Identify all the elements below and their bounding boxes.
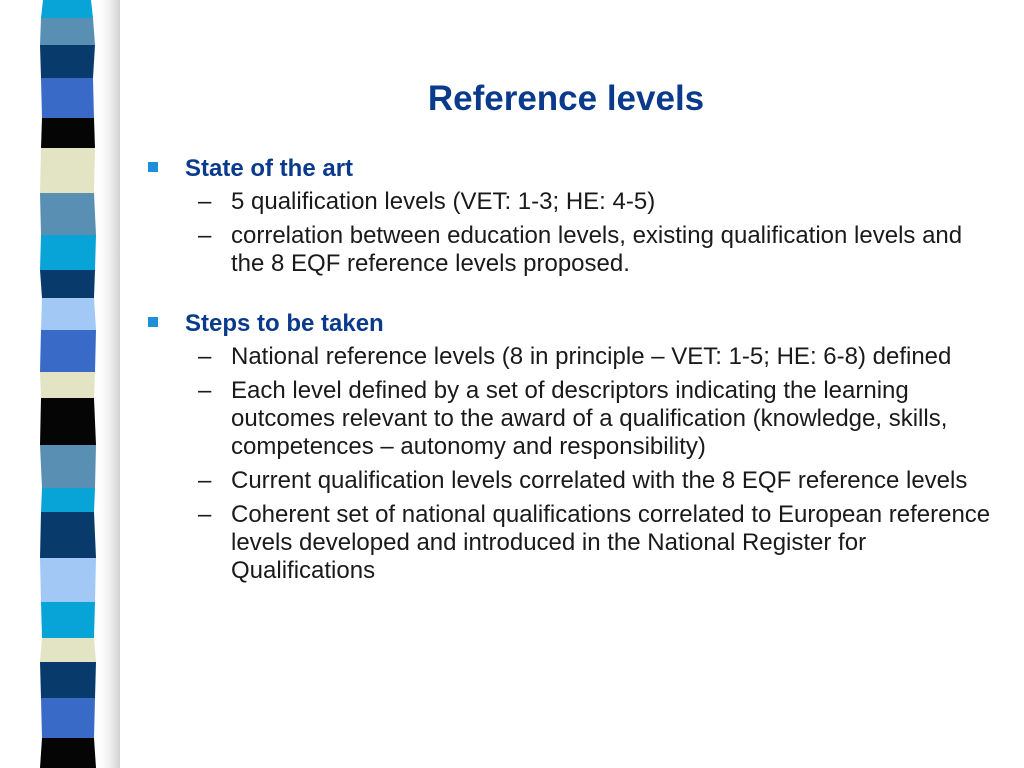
dash-marker: – bbox=[198, 343, 212, 370]
sub-item bbox=[148, 188, 998, 216]
sub-item-text: Current qualification levels correlated with the 8 EQF reference levels bbox=[231, 467, 968, 494]
dash-marker: – bbox=[198, 501, 212, 528]
sub-list bbox=[148, 343, 998, 585]
bullet-heading bbox=[148, 153, 998, 185]
dash-marker: – bbox=[198, 377, 212, 404]
sub-list bbox=[148, 188, 998, 278]
sub-item bbox=[148, 222, 998, 278]
sub-item bbox=[148, 343, 998, 371]
section-state-of-the-art bbox=[148, 153, 998, 278]
section-steps-to-be-taken bbox=[148, 308, 998, 585]
sub-item bbox=[148, 377, 998, 461]
dash-marker: – bbox=[198, 222, 212, 249]
dash-marker: – bbox=[198, 188, 212, 215]
sub-item-text: National reference levels (8 in principle – VET: 1-5; HE: 6-8) defined bbox=[231, 343, 952, 370]
bullet-heading bbox=[148, 308, 998, 340]
sub-item bbox=[148, 467, 998, 495]
sub-item-text: 5 qualification levels (VET: 1-3; HE: 4-5) bbox=[231, 188, 656, 215]
square-bullet-icon bbox=[148, 317, 158, 327]
bullet-heading-text: State of the art bbox=[185, 155, 354, 182]
sub-item-text: Coherent set of national qualifications correlated to European reference levels developed and introduced in the National Register for Qualifications bbox=[231, 501, 991, 584]
sub-item-text: correlation between education levels, existing qualification levels and the 8 EQF reference levels proposed. bbox=[231, 222, 963, 277]
square-bullet-icon bbox=[148, 162, 158, 172]
dash-marker: – bbox=[198, 467, 212, 494]
bullet-heading-text: Steps to be taken bbox=[185, 310, 384, 337]
slide-content bbox=[148, 153, 998, 615]
sub-item bbox=[148, 501, 998, 585]
decorative-strip bbox=[0, 0, 130, 768]
sub-item-text: Each level defined by a set of descriptors indicating the learning outcomes relevant to the award of a qualification (knowledge, skills, competences – autonomy and responsibility) bbox=[231, 377, 948, 460]
slide-title: Reference levels bbox=[427, 79, 705, 118]
